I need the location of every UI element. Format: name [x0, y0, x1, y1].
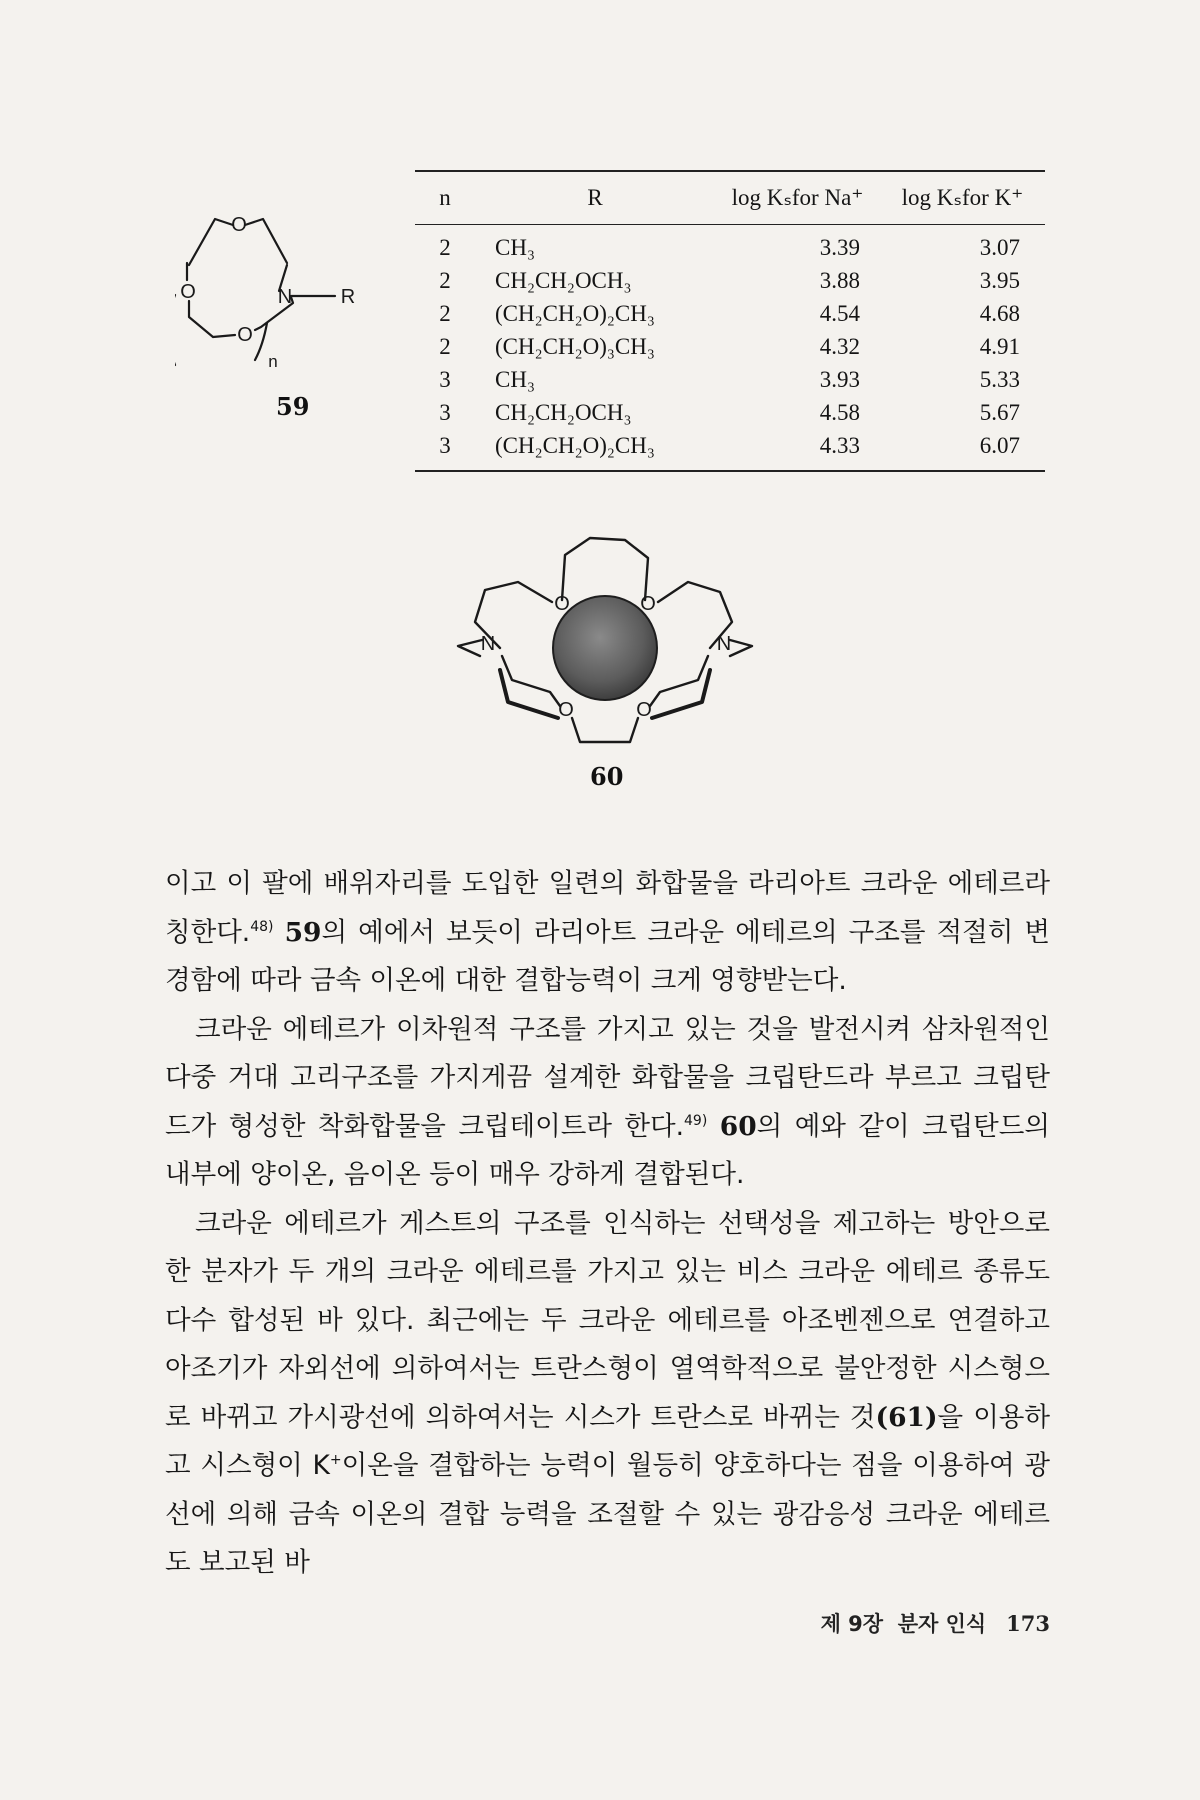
cryptate-structure-60	[440, 530, 770, 770]
cell-logks-na: 3.39	[819, 234, 860, 260]
cell-n: 2	[439, 267, 451, 293]
cell-logks-k: 5.33	[979, 366, 1020, 392]
cell-logks-na: 4.58	[819, 399, 860, 425]
superscript-plus: +	[329, 1452, 342, 1469]
cell-r: (CH₂CH₂O)₃CH₃	[495, 333, 655, 359]
paragraph-bis-crown	[165, 1200, 1050, 1588]
text-run: 이고 이 팔에 배위자리를 도입한 일련의 화합물을 라리아트 크라운 에테르라 칭한다.	[165, 868, 1050, 948]
cell-logks-k: 4.68	[979, 300, 1020, 326]
cell-logks-na: 4.33	[819, 432, 860, 458]
structure-60-label: 60	[590, 762, 624, 791]
cell-logks-na: 4.32	[819, 333, 860, 359]
atom-o-top-right: O	[640, 593, 656, 615]
cell-r: (CH₂CH₂O)₂CH₃	[495, 432, 655, 458]
text-run: 크라운 에테르가 게스트의 구조를 인식하는 선택성을 제고하는 방안으로 한 분자가 두 개의 크라운 에테르를 가지고 있는 비스 크라운 에테르 종류도 다수 합성된 바 있다. 최근에는 두 크라운 에테르를 아조벤젠으로 연결하고 아조기가 자외선에 의하여서는 트란스형이 열역학적으로 불안정한 시스형으로 바뀌고 가시광선에 의하여서는 시스가 트란스로 바뀌는 것	[165, 1207, 1050, 1433]
atom-o-bottom-right: O	[636, 699, 652, 721]
atom-o-bottom: O	[237, 324, 253, 346]
atom-n: N	[277, 286, 293, 308]
cell-logks-k: 3.07	[979, 234, 1020, 260]
table-body	[415, 225, 1045, 470]
stability-constants-table	[415, 170, 1045, 472]
repeat-subscript-n: n	[268, 352, 278, 371]
atom-n-right: N	[716, 633, 732, 655]
cell-r: CH₂CH₂OCH₃	[495, 399, 632, 425]
table-header	[415, 172, 1045, 225]
cell-n: 3	[439, 432, 451, 458]
table-row	[415, 264, 1045, 297]
table-row	[415, 330, 1045, 363]
footnote-ref-49: 49)	[684, 1112, 708, 1129]
atom-o-left: O	[180, 281, 196, 303]
compound-ref-61: (61)	[875, 1401, 938, 1433]
col-header-r: R	[587, 185, 603, 210]
cell-r: (CH₂CH₂O)₂CH₃	[495, 300, 655, 326]
col-header-logks-k: log Kₛfor K⁺	[901, 185, 1024, 210]
cell-r: CH₂CH₂OCH₃	[495, 267, 632, 293]
cell-logks-k: 6.07	[979, 432, 1020, 458]
paragraph-lariat	[165, 860, 1050, 1006]
cell-logks-k: 5.67	[979, 399, 1020, 425]
body-text	[165, 860, 1050, 1588]
page-footer	[760, 1608, 1050, 1638]
atom-n-left: N	[480, 633, 496, 655]
col-header-n: n	[439, 185, 451, 210]
table-row	[415, 363, 1045, 396]
cell-r: CH₃	[495, 234, 535, 260]
table-row	[415, 396, 1045, 429]
cell-n: 3	[439, 399, 451, 425]
atom-r: R	[340, 286, 356, 308]
cell-r: CH₃	[495, 366, 535, 392]
cell-n: 2	[439, 234, 451, 260]
compound-ref-59: 59	[284, 916, 322, 948]
structure-59-label: 59	[276, 392, 310, 421]
atom-o-top-left: O	[554, 593, 570, 615]
table-row	[415, 231, 1045, 264]
lariat-crown-ether-structure-59	[175, 205, 405, 420]
text-run: 의 예와 같이 크립탄드의 내부에 양이온, 음이온 등이 매우 강하게 결합된다.	[165, 1110, 1050, 1190]
cell-n: 2	[439, 300, 451, 326]
table-row	[415, 297, 1045, 330]
cell-n: 3	[439, 366, 451, 392]
col-header-logks-na: log Kₛfor Na⁺	[731, 185, 864, 210]
cell-logks-na: 4.54	[819, 300, 860, 326]
chapter-title: 제 9장 분자 인식	[820, 1612, 987, 1636]
atom-o-bottom-left: O	[558, 699, 574, 721]
compound-ref-60: 60	[719, 1110, 757, 1142]
table-row	[415, 429, 1045, 462]
text-run: 을 이용하고 시스형이 K	[165, 1401, 1050, 1481]
text-run: 의 예에서 보듯이 라리아트 크라운 에테르의 구조를 적절히 변경함에 따라 금속 이온에 대한 결합능력이 크게 영향받는다.	[165, 916, 1050, 996]
atom-o-top: O	[231, 214, 247, 236]
cell-n: 2	[439, 333, 451, 359]
cell-logks-k: 4.91	[979, 333, 1020, 359]
footnote-ref-48: 48)	[250, 918, 274, 935]
cell-logks-na: 3.88	[819, 267, 860, 293]
text-run: 이온을 결합하는 능력이 월등히 양호하다는 점을 이용하여 광선에 의해 금속 이온의 결합 능력을 조절할 수 있는 광감응성 크라운 에테르도 보고된 바	[165, 1450, 1050, 1578]
cell-logks-k: 3.95	[979, 267, 1020, 293]
page-number: 173	[1006, 1611, 1050, 1636]
paragraph-cryptand	[165, 1006, 1050, 1200]
cell-logks-na: 3.93	[819, 366, 860, 392]
text-run: 크라운 에테르가 이차원적 구조를 가지고 있는 것을 발전시켜 삼차원적인 다중 거대 고리구조를 가지게끔 설계한 화합물을 크립탄드라 부르고 크립탄드가 형성한 착화합물을 크립테이트라 한다.	[165, 1013, 1050, 1142]
